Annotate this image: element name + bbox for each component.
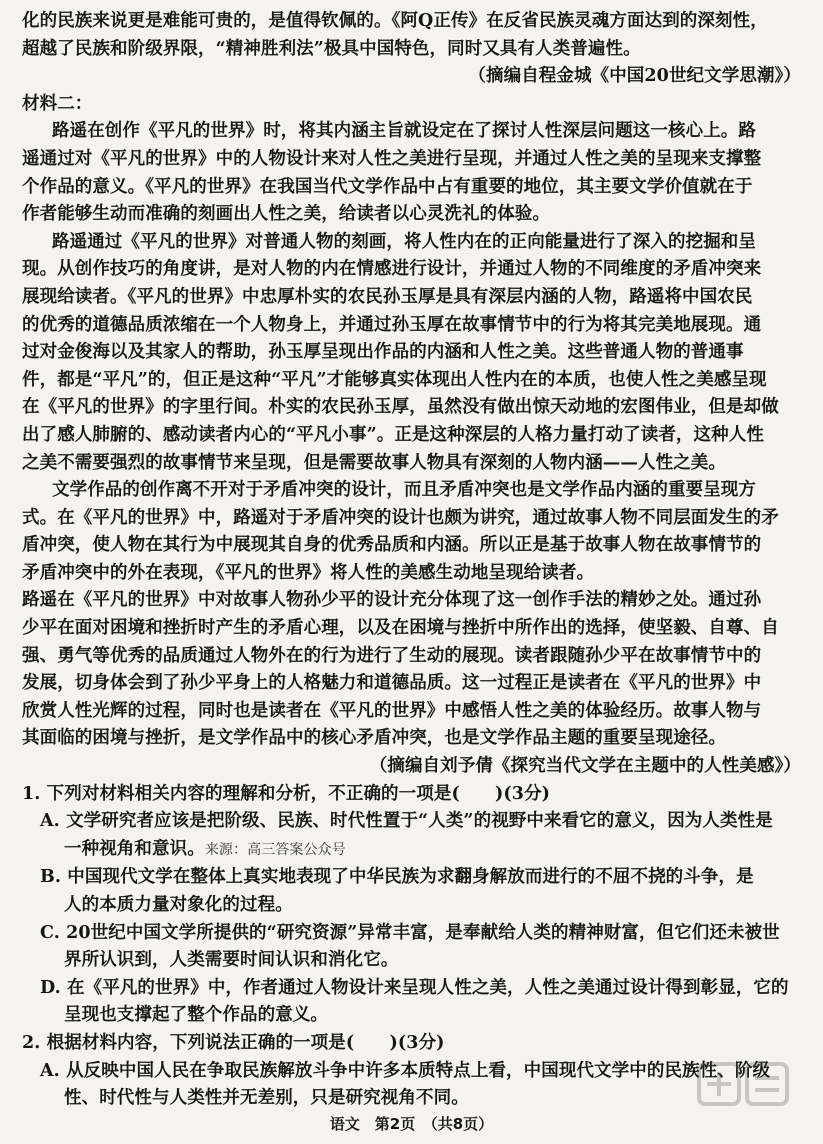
- text-line: [22, 339, 801, 367]
- text-line-content: 作者能够生动而准确的刻画出人性之美，给读者以心灵洗礼的体验。: [22, 204, 550, 225]
- text-line: [22, 118, 801, 146]
- text-line-content: B. 中国现代文学在整体上真实地表现了中华民族为求翻身解放而进行的不屈不挠的斗争，是: [40, 867, 754, 888]
- text-line-content: 2. 根据材料内容，下列说法正确的一项是( )(3分): [22, 1032, 445, 1053]
- text-line-content: 件，都是“平凡”的，但正是这种“平凡”才能够真实体现出人性内在的本质，也使人性之美感呈现: [22, 369, 767, 390]
- text-line: [22, 670, 801, 698]
- text-line: [22, 312, 801, 340]
- text-line: [22, 1030, 801, 1058]
- text-line-content: A. 文学研究者应该是把阶级、民族、时代性置于“人类”的视野中来看它的意义，因为人类性是: [40, 811, 773, 832]
- text-line-content: 矛盾冲突中的外在表现，《平凡的世界》将人性的美感生动地呈现给读者。: [22, 562, 595, 583]
- text-line-content: 界所认识到，人类需要时间认识和消化它。: [64, 950, 399, 971]
- text-line-content: C. 20世纪中国文学所提供的“研究资源”异常丰富，是奉献给人类的精神财富，但它们还未被世: [40, 922, 780, 943]
- text-line: [22, 1058, 801, 1086]
- text-line: [22, 1002, 801, 1030]
- text-line: [22, 505, 801, 533]
- text-line: [22, 560, 801, 588]
- text-line-content: 个作品的意义。《平凡的世界》在我国当代文学作品中占有重要的地位，其主要文学价值就在于: [22, 176, 753, 197]
- text-line-content: 的优秀的道德品质浓缩在一个人物身上，并通过孙玉厚在故事情节中的行为将其完美地展现。通: [22, 314, 762, 335]
- text-line-content: 盾冲突，使人物在其行为中展现其自身的优秀品质和内涵。所以正是基于故事人物在故事情节的: [22, 535, 762, 556]
- text-line-content: 现。从创作技巧的角度讲，是对人物的内在情感进行设计，并通过人物的不同维度的矛盾冲突来: [22, 259, 762, 280]
- text-line-content: 过对金俊海以及其家人的帮助，孙玉厚呈现出作品的内涵和人性之美。这些普通人物的普通事: [22, 342, 744, 363]
- page-body: [22, 8, 801, 1113]
- text-line: [22, 864, 801, 892]
- text-line-content: 文学作品的创作离不开对于矛盾冲突的设计，而且矛盾冲突也是文学作品内涵的重要呈现方: [52, 480, 756, 501]
- text-line-content: 人的本质力量对象化的过程。: [64, 895, 293, 915]
- text-line: [22, 422, 801, 450]
- text-line-content: 路遥通过《平凡的世界》对普通人物的刻画，将人性内在的正向能量进行了深入的挖掘和呈: [52, 231, 756, 252]
- text-line: [22, 947, 801, 975]
- text-line-content: 发展，切身体会到了孙少平身上的人格魅力和道德品质。这一过程正是读者在《平凡的世界》中: [22, 673, 762, 694]
- text-line-content: 之美不需要强烈的故事情节来呈现，但是需要故事人物具有深刻的人物内涵——人性之美。: [22, 452, 726, 473]
- text-line-content: 性、时代性与人类性并无差别，只是研究视角不同。: [64, 1088, 469, 1109]
- text-line-content: 展现给读者。《平凡的世界》中忠厚朴实的农民孙玉厚是具有深层内涵的人物，路遥将中国农民: [22, 286, 753, 307]
- source-note: 来源：高三答案公众号: [204, 841, 346, 858]
- text-line-content: 1. 下列对材料相关内容的理解和分析，不正确的一项是( )(3分): [22, 783, 551, 804]
- text-line: [22, 91, 801, 119]
- text-line: [22, 146, 801, 174]
- text-line: [22, 1085, 801, 1113]
- text-line: [22, 284, 801, 312]
- text-line: [22, 394, 801, 422]
- text-line-content: 化的民族来说更是难能可贵的，是值得钦佩的。《阿Q正传》在反省民族灵魂方面达到的深刻性，: [22, 11, 768, 31]
- text-line-content: 出了感人肺腑的、感动读者内心的“平凡小事”。正是这种深层的人格力量打动了读者，这种人性: [22, 424, 764, 445]
- text-line-content: 在《平凡的世界》的字里行间。朴实的农民孙玉厚，虽然没有做出惊天动地的宏图伟业，但是却做: [22, 397, 779, 418]
- text-line-content: 路遥在创作《平凡的世界》时，将其内涵主旨就设定在了探讨人性深层问题这一核心上。路: [52, 121, 756, 142]
- text-line: [22, 201, 801, 229]
- page-footer: 语文 第2页 （共8页）: [329, 1115, 494, 1133]
- watermark-logo-icon: [693, 1058, 803, 1136]
- text-line-content: （摘编自程金城《中国20世纪文学思潮》）: [468, 66, 801, 87]
- text-line: [22, 781, 801, 809]
- text-line: [22, 892, 801, 920]
- text-line-content: 少平在面对困境和挫折时产生的矛盾心理，以及在困境与挫折中所作出的选择，使坚毅、自尊、自: [22, 618, 779, 639]
- text-line: [22, 753, 801, 781]
- text-line: [22, 229, 801, 257]
- text-line: [22, 836, 801, 865]
- text-line: [22, 808, 801, 836]
- text-line-content: 强、勇气等优秀的品质通过人物外在的行为进行了生动的展现。读者跟随孙少平在故事情节中的: [22, 645, 762, 666]
- text-line-content: 其面临的困境与挫折，是文学作品中的核心矛盾冲突，也是文学作品主题的重要呈现途径。: [22, 728, 726, 749]
- text-line: [22, 8, 801, 36]
- text-line-content: 超越了民族和阶级界限，“精神胜利法”极具中国特色，同时又具有人类普遍性。: [22, 38, 641, 59]
- text-line: [22, 36, 801, 64]
- text-line: [22, 725, 801, 753]
- text-line: [22, 174, 801, 202]
- text-line: [22, 698, 801, 726]
- text-line: [22, 920, 801, 948]
- text-line-content: A. 从反映中国人民在争取民族解放斗争中许多本质特点上看，中国现代文学中的民族性、阶级: [40, 1060, 771, 1081]
- text-line-content: （摘编自刘予倩《探究当代文学在主题中的人性美感》）: [369, 756, 801, 777]
- text-line: [22, 367, 801, 395]
- text-line-content: 材料二：: [22, 93, 93, 114]
- text-line: [22, 587, 801, 615]
- text-line-content: 路遥在《平凡的世界》中对故事人物孙少平的设计充分体现了这一创作手法的精妙之处。通过孙: [22, 590, 762, 611]
- text-line-content: 欣赏人性光辉的过程，同时也是读者在《平凡的世界》中感悟人性之美的体验经历。故事人物与: [22, 700, 762, 721]
- text-line-content: 遥通过对《平凡的世界》中的人物设计来对人性之美进行呈现，并通过人性之美的呈现来支撑整: [22, 148, 762, 169]
- text-line: [22, 63, 801, 91]
- text-line-content: 一种视角和意识。: [64, 838, 205, 859]
- text-line: [22, 643, 801, 671]
- text-line-content: 式。在《平凡的世界》中，路遥对于矛盾冲突的设计也颇为讲究，通过故事人物不同层面发生的矛: [22, 507, 779, 528]
- text-line: [22, 532, 801, 560]
- text-line-content: D. 在《平凡的世界》中，作者通过人物设计来呈现人性之美，人性之美通过设计得到彰显，它的: [40, 977, 789, 998]
- text-line: [22, 477, 801, 505]
- text-line-content: 呈现也支撑起了整个作品的意义。: [64, 1005, 328, 1026]
- text-line: [22, 975, 801, 1003]
- text-line: [22, 450, 801, 478]
- text-line: [22, 256, 801, 284]
- text-line: [22, 615, 801, 643]
